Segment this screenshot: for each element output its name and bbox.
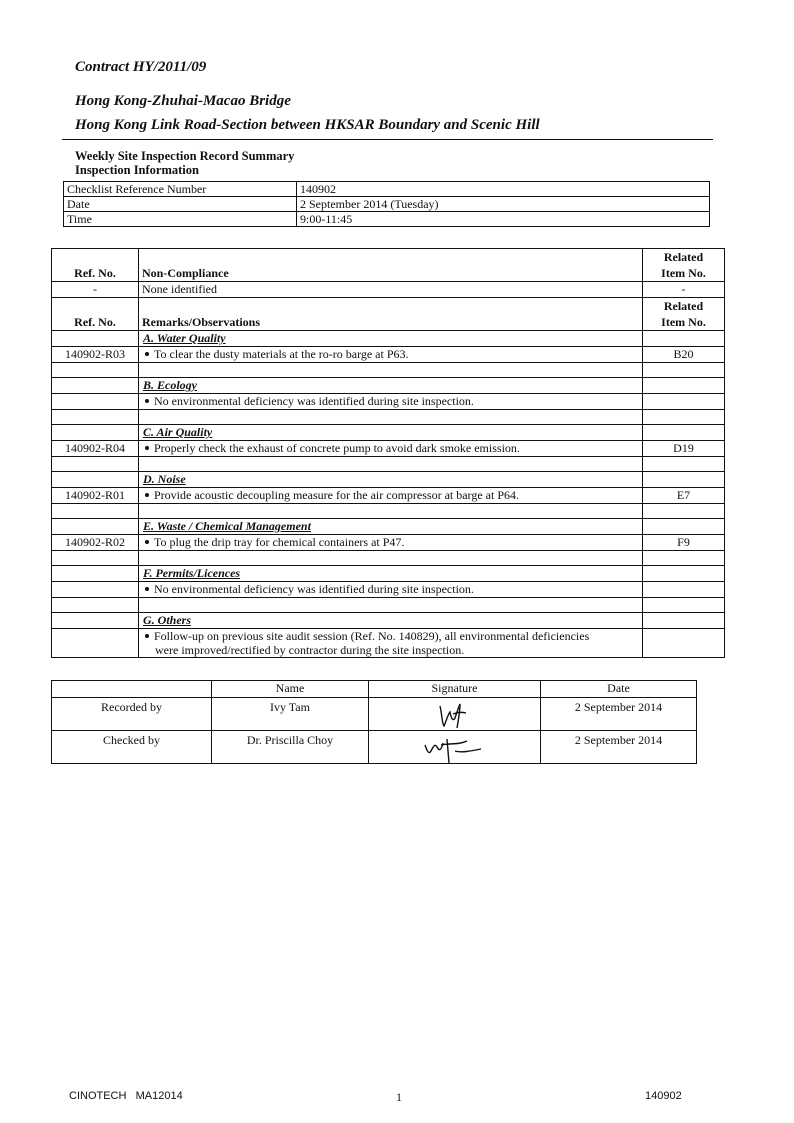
remark-row	[52, 441, 725, 457]
empty-cell	[643, 472, 725, 488]
project-title: Hong Kong-Zhuhai-Macao Bridge	[75, 93, 291, 109]
related-cell	[643, 582, 725, 598]
name-header: Name	[212, 681, 369, 698]
remark-cell: To clear the dusty materials at the ro-ro barge at P63.	[139, 347, 643, 363]
remark-cell: Properly check the exhaust of concrete pump to avoid dark smoke emission.	[139, 441, 643, 457]
noncompliance-header: Non-Compliance	[139, 249, 643, 282]
empty-cell	[52, 378, 139, 394]
spacer-row	[52, 551, 725, 566]
info-label: Date	[64, 197, 297, 212]
noncompliance-header-row	[52, 249, 725, 282]
remark-cell: Provide acoustic decoupling measure for the air compressor at barge at P64.	[139, 488, 643, 504]
empty-cell	[52, 425, 139, 441]
section-title-row	[52, 613, 725, 629]
remark-row	[52, 629, 725, 658]
spacer-row	[52, 504, 725, 519]
summary-title: Weekly Site Inspection Record Summary	[75, 149, 295, 163]
ref-cell	[52, 394, 139, 410]
empty-cell	[643, 519, 725, 535]
related-cell: -	[643, 282, 725, 298]
ref-cell: 140902-R01	[52, 488, 139, 504]
remark-row	[52, 582, 725, 598]
section-title: A. Water Quality	[139, 331, 643, 347]
section-title: F. Permits/Licences	[139, 566, 643, 582]
empty-cell	[52, 681, 212, 698]
empty-cell	[52, 472, 139, 488]
footer-code: 140902	[645, 1090, 682, 1102]
info-row	[64, 197, 710, 212]
empty-cell	[643, 425, 725, 441]
section-title: G. Others	[139, 613, 643, 629]
role-cell: Recorded by	[52, 698, 212, 731]
noncompliance-row	[52, 282, 725, 298]
page-number: 1	[396, 1090, 402, 1104]
bullet-icon	[145, 540, 149, 544]
empty-cell	[643, 629, 725, 658]
related-item-header: Related Item No.	[643, 298, 725, 331]
section-title-row	[52, 331, 725, 347]
name-cell: Ivy Tam	[212, 698, 369, 731]
related-item-header: Related Item No.	[643, 249, 725, 282]
empty-cell	[643, 331, 725, 347]
remarks-header: Remarks/Observations	[139, 298, 643, 331]
footer-company: CINOTECH MA12014	[69, 1090, 183, 1102]
info-row	[64, 212, 710, 227]
empty-cell	[52, 566, 139, 582]
section-title: C. Air Quality	[139, 425, 643, 441]
spacer-row	[52, 457, 725, 472]
section-title: D. Noise	[139, 472, 643, 488]
ref-cell: 140902-R02	[52, 535, 139, 551]
info-row	[64, 182, 710, 197]
remark-row	[52, 535, 725, 551]
section-title: E. Waste / Chemical Management	[139, 519, 643, 535]
empty-cell	[52, 331, 139, 347]
remark-cell: No environmental deficiency was identified during site inspection.	[139, 582, 643, 598]
related-cell	[643, 394, 725, 410]
signoff-header-row	[52, 681, 697, 698]
spacer-row	[52, 410, 725, 425]
related-cell: F9	[643, 535, 725, 551]
findings-table	[51, 248, 725, 658]
ref-cell: -	[52, 282, 139, 298]
remark-cell: Follow-up on previous site audit session (Ref. No. 140829), all environmental deficiencies were improved/rectified by contractor during the site inspection.	[139, 629, 643, 658]
remark-cell: No environmental deficiency was identified during site inspection.	[139, 394, 643, 410]
section-title-row	[52, 425, 725, 441]
date-header: Date	[541, 681, 697, 698]
empty-cell	[643, 566, 725, 582]
bullet-icon	[145, 634, 149, 638]
section-title-row	[52, 566, 725, 582]
info-title: Inspection Information	[75, 163, 199, 177]
bullet-icon	[145, 493, 149, 497]
info-value: 9:00-11:45	[297, 212, 710, 227]
empty-cell	[643, 378, 725, 394]
date-cell: 2 September 2014	[541, 698, 697, 731]
bullet-icon	[145, 446, 149, 450]
empty-cell	[52, 519, 139, 535]
info-label: Time	[64, 212, 297, 227]
ref-cell	[52, 582, 139, 598]
remark-row	[52, 488, 725, 504]
checked-row	[52, 731, 697, 764]
signature-cell	[369, 731, 541, 764]
signature-icon	[415, 733, 495, 763]
section-title: Hong Kong Link Road-Section between HKSAR Boundary and Scenic Hill	[75, 117, 540, 133]
spacer-row	[52, 598, 725, 613]
section-title-row	[52, 472, 725, 488]
signature-cell	[369, 698, 541, 731]
contract-title: Contract HY/2011/09	[75, 59, 207, 75]
ref-cell: 140902-R04	[52, 441, 139, 457]
remark-row	[52, 347, 725, 363]
role-cell: Checked by	[52, 731, 212, 764]
section-title: B. Ecology	[139, 378, 643, 394]
signature-header: Signature	[369, 681, 541, 698]
header-divider	[62, 139, 713, 140]
bullet-icon	[145, 352, 149, 356]
info-label: Checklist Reference Number	[64, 182, 297, 197]
section-title-row	[52, 378, 725, 394]
inspection-info-table	[63, 181, 710, 227]
ref-header: Ref. No.	[52, 298, 139, 331]
recorded-row	[52, 698, 697, 731]
empty-cell	[643, 613, 725, 629]
signoff-table	[51, 680, 697, 764]
bullet-icon	[145, 399, 149, 403]
info-value: 140902	[297, 182, 710, 197]
ref-header: Ref. No.	[52, 249, 139, 282]
related-cell: E7	[643, 488, 725, 504]
remarks-header-row	[52, 298, 725, 331]
empty-cell	[52, 629, 139, 658]
info-value: 2 September 2014 (Tuesday)	[297, 197, 710, 212]
name-cell: Dr. Priscilla Choy	[212, 731, 369, 764]
bullet-icon	[145, 587, 149, 591]
related-cell: D19	[643, 441, 725, 457]
empty-cell	[52, 613, 139, 629]
remark-cell: To plug the drip tray for chemical containers at P47.	[139, 535, 643, 551]
remark-row	[52, 394, 725, 410]
signature-icon	[420, 700, 490, 730]
section-title-row	[52, 519, 725, 535]
spacer-row	[52, 363, 725, 378]
desc-cell: None identified	[139, 282, 643, 298]
ref-cell: 140902-R03	[52, 347, 139, 363]
related-cell: B20	[643, 347, 725, 363]
date-cell: 2 September 2014	[541, 731, 697, 764]
